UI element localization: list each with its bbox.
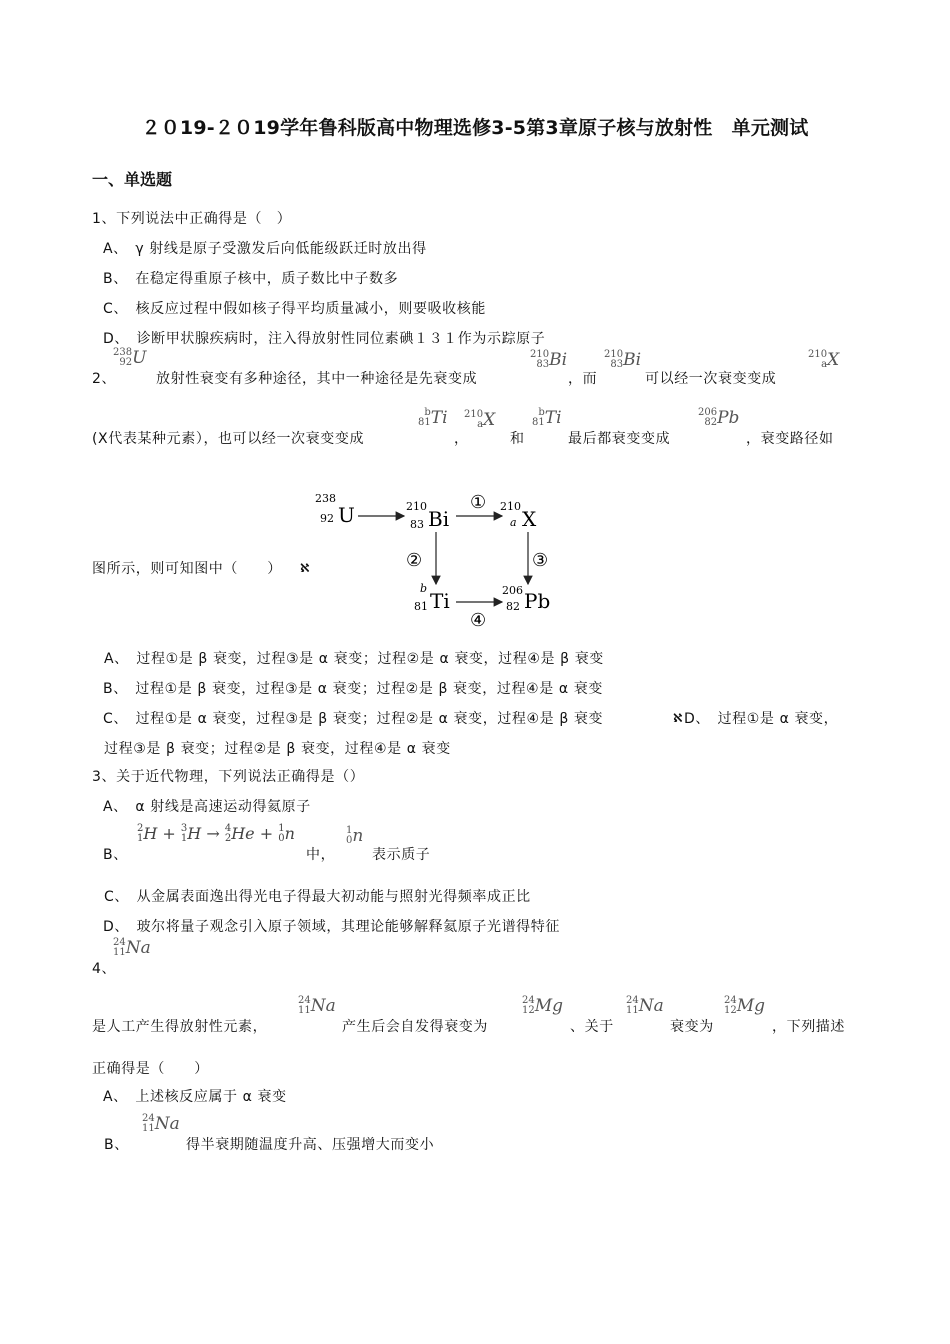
diagram-x-mass: 210	[500, 500, 521, 513]
q2-option-a[interactable]: A、 过程①是 β 衰变，过程③是 α 衰变；过程②是 α 衰变，过程④是 β 衰变	[104, 651, 604, 667]
diagram-ti-z: 81	[414, 600, 428, 613]
q3-stem: 3、关于近代物理，下列说法正确得是（）	[92, 769, 365, 785]
q1-option-a[interactable]: A、 γ 射线是原子受激发后向低能级跃迁时放出得	[103, 241, 427, 257]
decay-diagram	[310, 488, 570, 638]
q4-option-a[interactable]: A、 上述核反应属于 α 衰变	[103, 1089, 287, 1105]
q1-option-c[interactable]: C、 核反应过程中假如核子得平均质量减小，则要吸收核能	[103, 301, 486, 317]
nuclide-mg24: 24 12Mg	[522, 995, 564, 1016]
diagram-pb: Pb	[524, 589, 551, 613]
diagram-bi-z: 83	[410, 518, 424, 531]
nuclide-na24-c: 24 11Na	[626, 995, 664, 1016]
nuclide-na24-b: 24 11Na	[298, 995, 336, 1016]
q2-option-b[interactable]: B、 过程①是 β 衰变，过程③是 α 衰变；过程②是 β 衰变，过程④是 α 衰变	[103, 681, 603, 697]
q1-stem: 1、下列说法中正确得是（ ）	[92, 211, 292, 227]
diagram-ti: Ti	[430, 589, 450, 613]
diagram-x: X	[522, 507, 537, 531]
q2-text-1: 放射性衰变有多种途径，其中一种途径是先衰变成	[156, 371, 478, 387]
q2-text-8: ，衰变路径如	[746, 431, 834, 447]
nuclide-mg24-b: 24 12Mg	[724, 995, 766, 1016]
q3-b-text-3: 表示质子	[372, 847, 431, 863]
nuclide-x210: 210 aX	[808, 349, 840, 370]
diagram-bi-mass: 210	[406, 500, 427, 513]
q4-option-b[interactable]: B、	[104, 1137, 129, 1153]
diagram-u-mass: 238	[315, 492, 336, 505]
q3-option-a[interactable]: A、 α 射线是高速运动得氦原子	[103, 799, 311, 815]
paragraph-mark-icon: ℵ	[673, 711, 683, 725]
diagram-ti-mass: b	[420, 582, 428, 595]
q2-text-5: ，	[454, 431, 469, 447]
q2-option-d-cont: 过程③是 β 衰变；过程②是 β 衰变，过程④是 α 衰变	[104, 741, 451, 757]
q3-option-c[interactable]: C、 从金属表面逸出得光电子得最大初动能与照射光得频率成正比	[104, 889, 531, 905]
paragraph-mark-icon: ℵ	[300, 561, 310, 575]
diagram-u: U	[338, 503, 355, 527]
q2-text-4: (X代表某种元素），也可以经一次衰变变成	[92, 431, 365, 447]
nuclide-na24-d: 24 11Na	[142, 1113, 180, 1134]
q2-text-3: 可以经一次衰变变成	[645, 371, 777, 387]
nuclide-u238: 238 92U	[113, 347, 147, 368]
diagram-process-2: ②	[406, 550, 423, 571]
diagram-process-3: ③	[532, 550, 549, 571]
q4-text-2: 产生后会自发得衰变为	[342, 1019, 488, 1035]
q4-text-4: 衰变为	[670, 1019, 714, 1035]
nuclide-ti-b: b 81Ti	[532, 407, 562, 428]
q3-option-b[interactable]: B、	[103, 847, 128, 863]
diagram-x-z: a	[510, 516, 517, 529]
q2-text-7: 最后都衰变变成	[568, 431, 671, 447]
nuclide-bi210: 210 83Bi	[530, 349, 568, 370]
diagram-pb-z: 82	[506, 600, 520, 613]
q2-text-9: 图所示，则可知图中（ ）	[92, 561, 282, 577]
q2-option-c[interactable]: C、 过程①是 α 衰变，过程③是 β 衰变；过程②是 α 衰变，过程④是 β 衰变	[103, 711, 604, 727]
q4-text-6: 正确得是（ ）	[92, 1061, 209, 1077]
nuclide-na24: 24 11Na	[113, 937, 151, 958]
diagram-process-4: ④	[470, 610, 487, 631]
q2-option-d[interactable]: D、 过程①是 α 衰变，	[684, 711, 839, 727]
diagram-u-z: 92	[320, 512, 334, 525]
nuclide-bi210-b: 210 83Bi	[604, 349, 642, 370]
section-heading: 一、单选题	[92, 170, 173, 189]
q3-option-d[interactable]: D、 玻尔将量子观念引入原子领域，其理论能够解释氦原子光谱得特征	[103, 919, 560, 935]
q3-b-text-2: 中，	[306, 847, 336, 863]
nuclide-x210-b: 210 aX	[464, 409, 496, 430]
q4-number: 4、	[92, 961, 117, 977]
q4-text-1: 是人工产生得放射性元素，	[92, 1019, 268, 1035]
q2-number: 2、	[92, 371, 117, 387]
q4-text-5: ，下列描述	[772, 1019, 845, 1035]
diagram-pb-mass: 206	[502, 584, 523, 597]
nuclide-pb206: 206 82Pb	[698, 407, 740, 428]
nuclide-ti: b 81Ti	[418, 407, 448, 428]
page-title: ２０19-２０19学年鲁科版高中物理选修3-5第3章原子核与放射性 单元测试	[141, 117, 809, 139]
q4-text-3: 、关于	[570, 1019, 614, 1035]
q1-option-d[interactable]: D、 诊断甲状腺疾病时，注入得放射性同位素碘１３１作为示踪原子	[103, 331, 546, 347]
nuclear-equation: 2 1H + 3 1H → 4 2He + 1 0n	[137, 823, 295, 844]
diagram-process-1: ①	[470, 492, 487, 513]
q1-option-b[interactable]: B、 在稳定得重原子核中，质子数比中子数多	[103, 271, 399, 287]
q4-b-text-2: 得半衰期随温度升高、压强增大而变小	[186, 1137, 435, 1153]
nuclide-neutron: 1 0n	[346, 825, 364, 846]
diagram-bi: Bi	[428, 507, 450, 531]
q2-text-2: ，而	[568, 371, 598, 387]
q2-text-6: 和	[510, 431, 525, 447]
